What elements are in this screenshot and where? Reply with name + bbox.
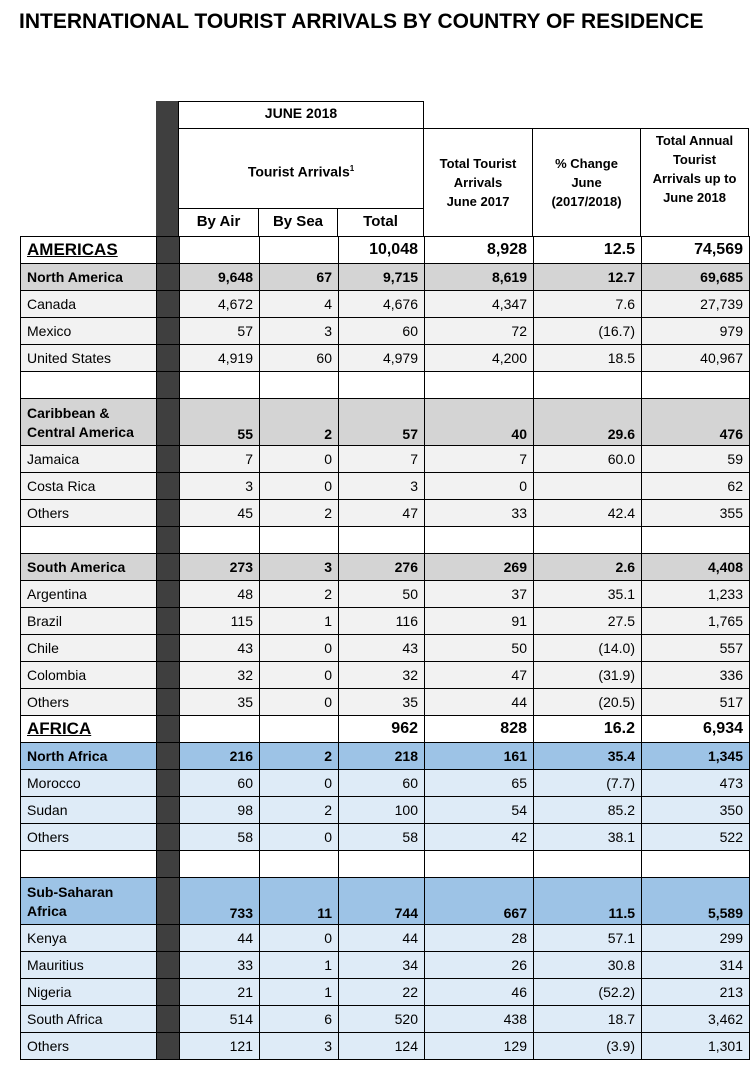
row-name: Mauritius xyxy=(21,952,157,979)
dark-separator-cell xyxy=(157,399,180,446)
header-total-2017-line1: Total Tourist xyxy=(439,156,517,171)
cell-pct: 16.2 xyxy=(534,716,642,743)
dark-separator-cell xyxy=(157,851,180,878)
header-dark-band xyxy=(156,101,179,236)
cell-pct: 12.7 xyxy=(534,264,642,291)
row-name: AFRICA xyxy=(21,716,157,743)
table-row xyxy=(21,689,750,716)
cell-pct: 18.7 xyxy=(534,1006,642,1033)
cell-annual: 355 xyxy=(642,500,750,527)
cell-total: 100 xyxy=(339,797,425,824)
cell-total: 124 xyxy=(339,1033,425,1060)
cell-annual: 59 xyxy=(642,446,750,473)
cell-pct: 35.1 xyxy=(534,581,642,608)
cell-sea: 1 xyxy=(260,979,339,1006)
cell-total-2017: 72 xyxy=(425,318,534,345)
table-row xyxy=(21,1033,750,1060)
cell-total-2017 xyxy=(425,851,534,878)
dark-separator-cell xyxy=(157,291,180,318)
cell-air: 3 xyxy=(180,473,260,500)
spacer-row xyxy=(21,372,750,399)
table-row xyxy=(21,581,750,608)
table-row xyxy=(21,318,750,345)
row-name: Costa Rica xyxy=(21,473,157,500)
row-name-line: Central America xyxy=(27,424,134,440)
cell-air: 48 xyxy=(180,581,260,608)
cell-sea: 0 xyxy=(260,770,339,797)
table-row xyxy=(21,500,750,527)
dark-separator-cell xyxy=(157,797,180,824)
table-row xyxy=(21,635,750,662)
cell-total xyxy=(339,372,425,399)
cell-total-2017: 7 xyxy=(425,446,534,473)
cell-sea: 0 xyxy=(260,446,339,473)
cell-total: 57 xyxy=(339,399,425,446)
cell-air: 60 xyxy=(180,770,260,797)
subtotal-row xyxy=(21,399,750,446)
cell-total: 276 xyxy=(339,554,425,581)
cell-pct: 12.5 xyxy=(534,237,642,264)
table-row xyxy=(21,662,750,689)
cell-total: 4,676 xyxy=(339,291,425,318)
cell-pct: (52.2) xyxy=(534,979,642,1006)
table-row xyxy=(21,952,750,979)
header-annual-line1: Total Annual xyxy=(655,133,734,148)
row-name: Others xyxy=(21,500,157,527)
header-annual-line4: June 2018 xyxy=(663,190,726,205)
cell-total: 60 xyxy=(339,318,425,345)
header-tourist-arrivals xyxy=(178,159,424,182)
cell-total: 962 xyxy=(339,716,425,743)
cell-air: 33 xyxy=(180,952,260,979)
dark-separator-cell xyxy=(157,824,180,851)
table-row xyxy=(21,925,750,952)
dark-separator-cell xyxy=(157,473,180,500)
cell-pct: 7.6 xyxy=(534,291,642,318)
cell-air: 98 xyxy=(180,797,260,824)
cell-air xyxy=(180,237,260,264)
cell-air: 4,919 xyxy=(180,345,260,372)
cell-total-2017: 50 xyxy=(425,635,534,662)
cell-air: 55 xyxy=(180,399,260,446)
cell-air xyxy=(180,716,260,743)
cell-total-2017: 438 xyxy=(425,1006,534,1033)
cell-annual: 350 xyxy=(642,797,750,824)
header-annual xyxy=(640,131,749,207)
cell-total: 47 xyxy=(339,500,425,527)
cell-annual: 74,569 xyxy=(642,237,750,264)
table-row xyxy=(21,446,750,473)
cell-total-2017: 28 xyxy=(425,925,534,952)
cell-total-2017: 33 xyxy=(425,500,534,527)
cell-total-2017 xyxy=(425,527,534,554)
dark-separator-cell xyxy=(157,952,180,979)
cell-pct: (31.9) xyxy=(534,662,642,689)
dark-separator-cell xyxy=(157,979,180,1006)
table-row xyxy=(21,824,750,851)
cell-pct: 57.1 xyxy=(534,925,642,952)
cell-air xyxy=(180,851,260,878)
cell-total-2017: 4,347 xyxy=(425,291,534,318)
cell-total: 22 xyxy=(339,979,425,1006)
cell-sea: 0 xyxy=(260,925,339,952)
cell-sea: 2 xyxy=(260,797,339,824)
cell-sea: 3 xyxy=(260,1033,339,1060)
dark-separator-cell xyxy=(157,1033,180,1060)
cell-annual: 517 xyxy=(642,689,750,716)
header-tourist-arrivals-label: Tourist Arrivals xyxy=(247,163,350,180)
cell-annual: 336 xyxy=(642,662,750,689)
row-name: Sudan xyxy=(21,797,157,824)
cell-total: 60 xyxy=(339,770,425,797)
cell-annual: 40,967 xyxy=(642,345,750,372)
cell-annual: 979 xyxy=(642,318,750,345)
cell-total-2017: 4,200 xyxy=(425,345,534,372)
cell-sea: 1 xyxy=(260,608,339,635)
row-name-line: Caribbean & xyxy=(27,405,110,421)
cell-annual: 1,233 xyxy=(642,581,750,608)
cell-sea: 3 xyxy=(260,318,339,345)
dark-separator-cell xyxy=(157,925,180,952)
header-total-2017-line2: Arrivals xyxy=(453,175,503,190)
cell-sea: 0 xyxy=(260,824,339,851)
cell-air: 32 xyxy=(180,662,260,689)
cell-sea xyxy=(260,527,339,554)
cell-total-2017: 40 xyxy=(425,399,534,446)
dark-separator-cell xyxy=(157,237,180,264)
cell-total-2017: 26 xyxy=(425,952,534,979)
row-name: Others xyxy=(21,1033,157,1060)
header-total-2017 xyxy=(423,154,533,211)
cell-total xyxy=(339,527,425,554)
arrivals-table xyxy=(20,236,750,1060)
cell-air: 35 xyxy=(180,689,260,716)
cell-total: 218 xyxy=(339,743,425,770)
row-name: Others xyxy=(21,689,157,716)
row-name: North America xyxy=(21,264,157,291)
cell-sea xyxy=(260,851,339,878)
row-name: Morocco xyxy=(21,770,157,797)
row-name: Kenya xyxy=(21,925,157,952)
cell-pct: (14.0) xyxy=(534,635,642,662)
header-total-2017-line3: June 2017 xyxy=(446,194,510,209)
cell-sea: 2 xyxy=(260,743,339,770)
row-name: AMERICAS xyxy=(21,237,157,264)
cell-total-2017: 161 xyxy=(425,743,534,770)
row-name-line: Sub-Saharan xyxy=(27,884,114,900)
cell-sea xyxy=(260,372,339,399)
cell-pct: 85.2 xyxy=(534,797,642,824)
cell-air: 216 xyxy=(180,743,260,770)
row-name: Mexico xyxy=(21,318,157,345)
cell-pct: 2.6 xyxy=(534,554,642,581)
cell-air: 4,672 xyxy=(180,291,260,318)
row-name: Jamaica xyxy=(21,446,157,473)
cell-pct xyxy=(534,527,642,554)
cell-air: 9,648 xyxy=(180,264,260,291)
cell-total: 4,979 xyxy=(339,345,425,372)
cell-annual: 3,462 xyxy=(642,1006,750,1033)
region-row xyxy=(21,237,750,264)
cell-air: 273 xyxy=(180,554,260,581)
cell-air: 43 xyxy=(180,635,260,662)
cell-annual: 1,345 xyxy=(642,743,750,770)
cell-total-2017: 42 xyxy=(425,824,534,851)
cell-total: 9,715 xyxy=(339,264,425,291)
cell-total-2017: 65 xyxy=(425,770,534,797)
cell-pct: 60.0 xyxy=(534,446,642,473)
cell-pct: 18.5 xyxy=(534,345,642,372)
dark-separator-cell xyxy=(157,345,180,372)
arrivals-table-body xyxy=(21,237,750,1060)
cell-total-2017: 8,619 xyxy=(425,264,534,291)
subtotal-row xyxy=(21,743,750,770)
row-name: Chile xyxy=(21,635,157,662)
cell-pct: 11.5 xyxy=(534,878,642,925)
cell-total-2017: 828 xyxy=(425,716,534,743)
row-name: Argentina xyxy=(21,581,157,608)
subtotal-row xyxy=(21,878,750,925)
header-by-sea: By Sea xyxy=(272,213,324,230)
cell-pct: (7.7) xyxy=(534,770,642,797)
cell-total-2017: 269 xyxy=(425,554,534,581)
cell-sea: 1 xyxy=(260,952,339,979)
cell-air: 58 xyxy=(180,824,260,851)
cell-annual: 6,934 xyxy=(642,716,750,743)
row-name: United States xyxy=(21,345,157,372)
cell-annual: 1,301 xyxy=(642,1033,750,1060)
cell-sea: 60 xyxy=(260,345,339,372)
cell-sea: 0 xyxy=(260,635,339,662)
cell-sea: 0 xyxy=(260,662,339,689)
cell-total-2017: 46 xyxy=(425,979,534,1006)
cell-pct: (16.7) xyxy=(534,318,642,345)
cell-annual xyxy=(642,851,750,878)
dark-separator-cell xyxy=(157,878,180,925)
subtotal-row xyxy=(21,554,750,581)
cell-air: 45 xyxy=(180,500,260,527)
cell-pct: 42.4 xyxy=(534,500,642,527)
cell-pct: 27.5 xyxy=(534,608,642,635)
dark-separator-cell xyxy=(157,554,180,581)
cell-total-2017: 44 xyxy=(425,689,534,716)
header-period: JUNE 2018 xyxy=(264,105,338,121)
header-annual-line2: Tourist xyxy=(672,152,717,167)
header-pct-line2: June xyxy=(571,175,602,190)
cell-sea: 4 xyxy=(260,291,339,318)
cell-total-2017 xyxy=(425,372,534,399)
cell-sea: 67 xyxy=(260,264,339,291)
table-row xyxy=(21,608,750,635)
row-name xyxy=(21,372,157,399)
row-name xyxy=(21,399,157,446)
table-row xyxy=(21,473,750,500)
cell-annual: 314 xyxy=(642,952,750,979)
cell-annual xyxy=(642,372,750,399)
cell-total: 3 xyxy=(339,473,425,500)
cell-total: 520 xyxy=(339,1006,425,1033)
header-total: Total xyxy=(363,213,398,230)
dark-separator-cell xyxy=(157,716,180,743)
dark-separator-cell xyxy=(157,635,180,662)
dark-separator-cell xyxy=(157,1006,180,1033)
cell-sea: 3 xyxy=(260,554,339,581)
cell-pct xyxy=(534,473,642,500)
cell-total: 7 xyxy=(339,446,425,473)
cell-total-2017: 129 xyxy=(425,1033,534,1060)
cell-total: 10,048 xyxy=(339,237,425,264)
cell-total: 43 xyxy=(339,635,425,662)
cell-total xyxy=(339,851,425,878)
header-annual-line3: Arrivals up to xyxy=(652,171,737,186)
spacer-row xyxy=(21,851,750,878)
cell-air: 514 xyxy=(180,1006,260,1033)
cell-annual: 522 xyxy=(642,824,750,851)
cell-sea: 0 xyxy=(260,473,339,500)
cell-sea: 0 xyxy=(260,689,339,716)
row-name: Others xyxy=(21,824,157,851)
cell-air: 57 xyxy=(180,318,260,345)
cell-pct: 38.1 xyxy=(534,824,642,851)
dark-separator-cell xyxy=(157,318,180,345)
cell-total: 744 xyxy=(339,878,425,925)
row-name: South Africa xyxy=(21,1006,157,1033)
cell-total-2017: 91 xyxy=(425,608,534,635)
dark-separator-cell xyxy=(157,608,180,635)
cell-pct: 35.4 xyxy=(534,743,642,770)
row-name: Brazil xyxy=(21,608,157,635)
table-row xyxy=(21,797,750,824)
table-row xyxy=(21,979,750,1006)
row-name xyxy=(21,878,157,925)
cell-pct: 30.8 xyxy=(534,952,642,979)
cell-total: 58 xyxy=(339,824,425,851)
row-name xyxy=(21,851,157,878)
cell-annual: 476 xyxy=(642,399,750,446)
header-pct xyxy=(532,154,641,211)
row-name-line: Africa xyxy=(27,903,67,919)
dark-separator-cell xyxy=(157,264,180,291)
cell-total: 32 xyxy=(339,662,425,689)
row-name: Colombia xyxy=(21,662,157,689)
table-row xyxy=(21,291,750,318)
cell-annual xyxy=(642,527,750,554)
dark-separator-cell xyxy=(157,770,180,797)
cell-sea: 11 xyxy=(260,878,339,925)
dark-separator-cell xyxy=(157,689,180,716)
cell-air: 44 xyxy=(180,925,260,952)
cell-annual: 557 xyxy=(642,635,750,662)
cell-pct xyxy=(534,372,642,399)
page-title: INTERNATIONAL TOURIST ARRIVALS BY COUNTRY OF RESIDENCE xyxy=(19,10,704,33)
cell-air: 21 xyxy=(180,979,260,1006)
row-name: South America xyxy=(21,554,157,581)
cell-total: 35 xyxy=(339,689,425,716)
cell-pct: (20.5) xyxy=(534,689,642,716)
header-by-air: By Air xyxy=(196,213,241,230)
region-row xyxy=(21,716,750,743)
row-name: North Africa xyxy=(21,743,157,770)
cell-pct xyxy=(534,851,642,878)
cell-sea: 6 xyxy=(260,1006,339,1033)
cell-annual: 473 xyxy=(642,770,750,797)
cell-air: 7 xyxy=(180,446,260,473)
header-footnote-mark: 1 xyxy=(349,164,355,173)
cell-pct: (3.9) xyxy=(534,1033,642,1060)
subtotal-row xyxy=(21,264,750,291)
cell-air xyxy=(180,372,260,399)
dark-separator-cell xyxy=(157,500,180,527)
header-pct-line3: (2017/2018) xyxy=(551,194,622,209)
cell-annual: 213 xyxy=(642,979,750,1006)
cell-pct: 29.6 xyxy=(534,399,642,446)
cell-air: 733 xyxy=(180,878,260,925)
cell-total-2017: 667 xyxy=(425,878,534,925)
dark-separator-cell xyxy=(157,446,180,473)
cell-sea xyxy=(260,237,339,264)
cell-total: 34 xyxy=(339,952,425,979)
cell-sea: 2 xyxy=(260,500,339,527)
cell-air xyxy=(180,527,260,554)
dark-separator-cell xyxy=(157,581,180,608)
table-row xyxy=(21,1006,750,1033)
dark-separator-cell xyxy=(157,527,180,554)
cell-total-2017: 37 xyxy=(425,581,534,608)
cell-total-2017: 8,928 xyxy=(425,237,534,264)
cell-sea: 2 xyxy=(260,581,339,608)
cell-annual: 62 xyxy=(642,473,750,500)
cell-annual: 5,589 xyxy=(642,878,750,925)
cell-annual: 1,765 xyxy=(642,608,750,635)
table-row xyxy=(21,345,750,372)
dark-separator-cell xyxy=(157,743,180,770)
row-name xyxy=(21,527,157,554)
dark-separator-cell xyxy=(157,372,180,399)
header-pct-line1: % Change xyxy=(555,156,618,171)
spacer-row xyxy=(21,527,750,554)
cell-annual: 27,739 xyxy=(642,291,750,318)
cell-sea: 2 xyxy=(260,399,339,446)
cell-sea xyxy=(260,716,339,743)
table-row xyxy=(21,770,750,797)
cell-total: 44 xyxy=(339,925,425,952)
row-name: Nigeria xyxy=(21,979,157,1006)
cell-annual: 69,685 xyxy=(642,264,750,291)
cell-air: 115 xyxy=(180,608,260,635)
cell-total-2017: 0 xyxy=(425,473,534,500)
cell-total-2017: 47 xyxy=(425,662,534,689)
dark-separator-cell xyxy=(157,662,180,689)
cell-annual: 299 xyxy=(642,925,750,952)
row-name: Canada xyxy=(21,291,157,318)
cell-total: 116 xyxy=(339,608,425,635)
cell-total: 50 xyxy=(339,581,425,608)
cell-annual: 4,408 xyxy=(642,554,750,581)
cell-air: 121 xyxy=(180,1033,260,1060)
cell-total-2017: 54 xyxy=(425,797,534,824)
